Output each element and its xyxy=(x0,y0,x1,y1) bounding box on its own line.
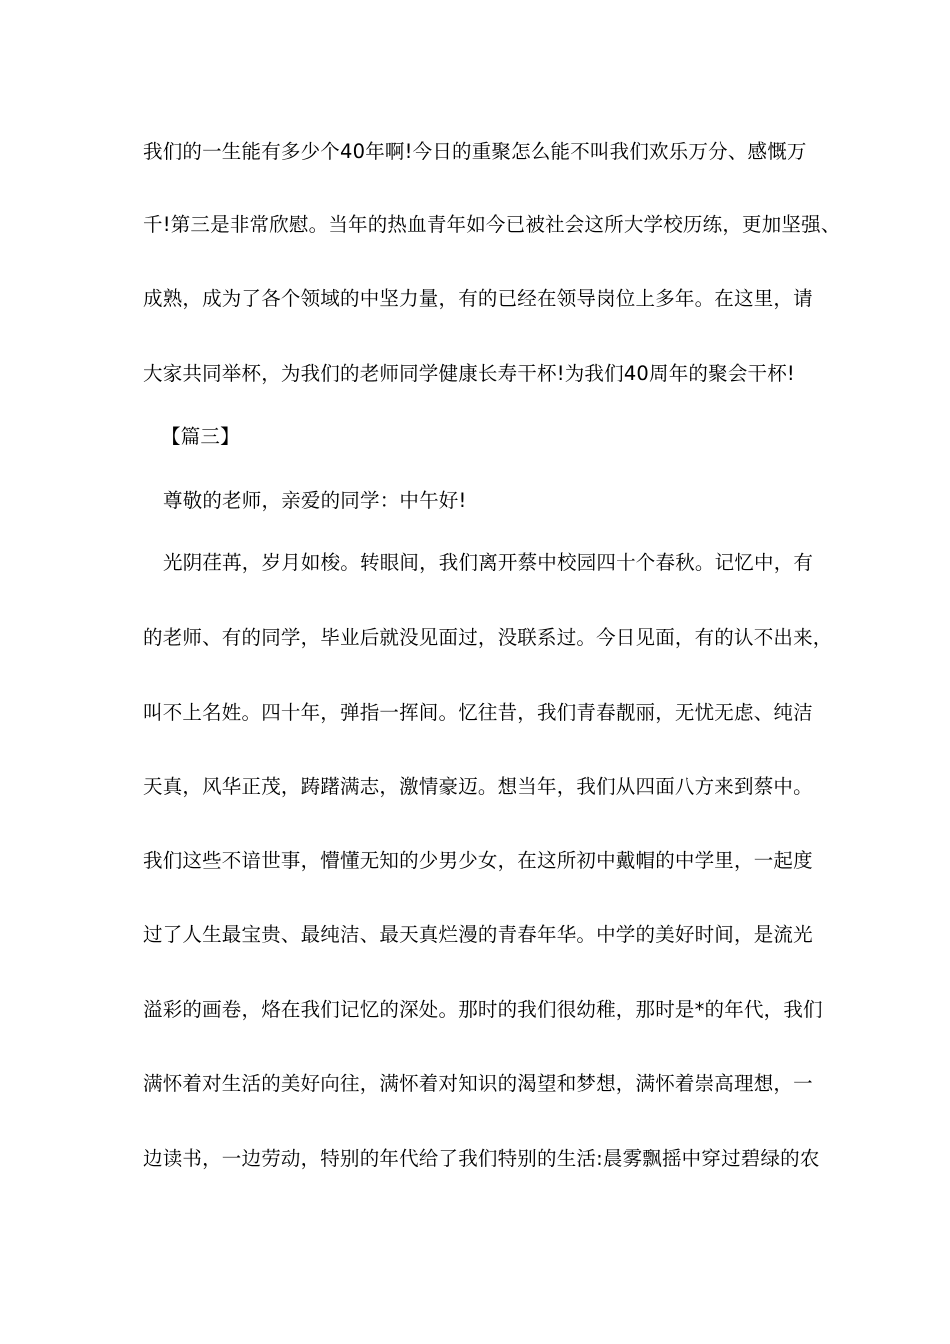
section-heading: 【篇三】 xyxy=(161,425,240,448)
paragraph-line-12: 过了人生最宝贵、最纯洁、最天真烂漫的青春年华。中学的美好时间，是流光 xyxy=(143,923,813,946)
paragraph-line-8: 的老师、有的同学，毕业后就没见面过，没联系过。今日见面，有的认不出来， xyxy=(143,626,833,649)
paragraph-line-9: 叫不上名姓。四十年，弹指一挥间。忆往昔，我们青春靓丽，无忧无虑、纯洁 xyxy=(143,701,813,724)
paragraph-line-3: 成熟，成为了各个领域的中坚力量，有的已经在领导岗位上多年。在这里，请 xyxy=(143,287,813,310)
paragraph-line-14: 满怀着对生活的美好向往，满怀着对知识的渴望和梦想，满怀着崇高理想，一 xyxy=(143,1072,813,1095)
paragraph-line-4: 大家共同举杯，为我们的老师同学健康长寿干杯!为我们40周年的聚会干杯! xyxy=(143,362,795,385)
greeting-line: 尊敬的老师，亲爱的同学：中午好! xyxy=(163,489,467,512)
paragraph-line-7: 光阴荏苒，岁月如梭。转眼间，我们离开蔡中校园四十个春秋。记忆中，有 xyxy=(163,551,814,574)
paragraph-line-11: 我们这些不谙世事，懵懂无知的少男少女，在这所初中戴帽的中学里，一起度 xyxy=(143,849,813,872)
paragraph-line-10: 天真，风华正茂，踌躇满志，激情豪迈。想当年，我们从四面八方来到蔡中。 xyxy=(143,775,813,798)
paragraph-line-15: 边读书，一边劳动，特别的年代给了我们特别的生活:晨雾飘摇中穿过碧绿的农 xyxy=(143,1147,820,1170)
paragraph-line-1: 我们的一生能有多少个40年啊!今日的重聚怎么能不叫我们欢乐万分、感慨万 xyxy=(143,140,807,163)
paragraph-line-2: 千!第三是非常欣慰。当年的热血青年如今已被社会这所大学校历练，更加坚强、 xyxy=(143,213,841,236)
paragraph-line-13: 溢彩的画卷，烙在我们记忆的深处。那时的我们很幼稚，那时是*的年代，我们 xyxy=(143,998,823,1021)
